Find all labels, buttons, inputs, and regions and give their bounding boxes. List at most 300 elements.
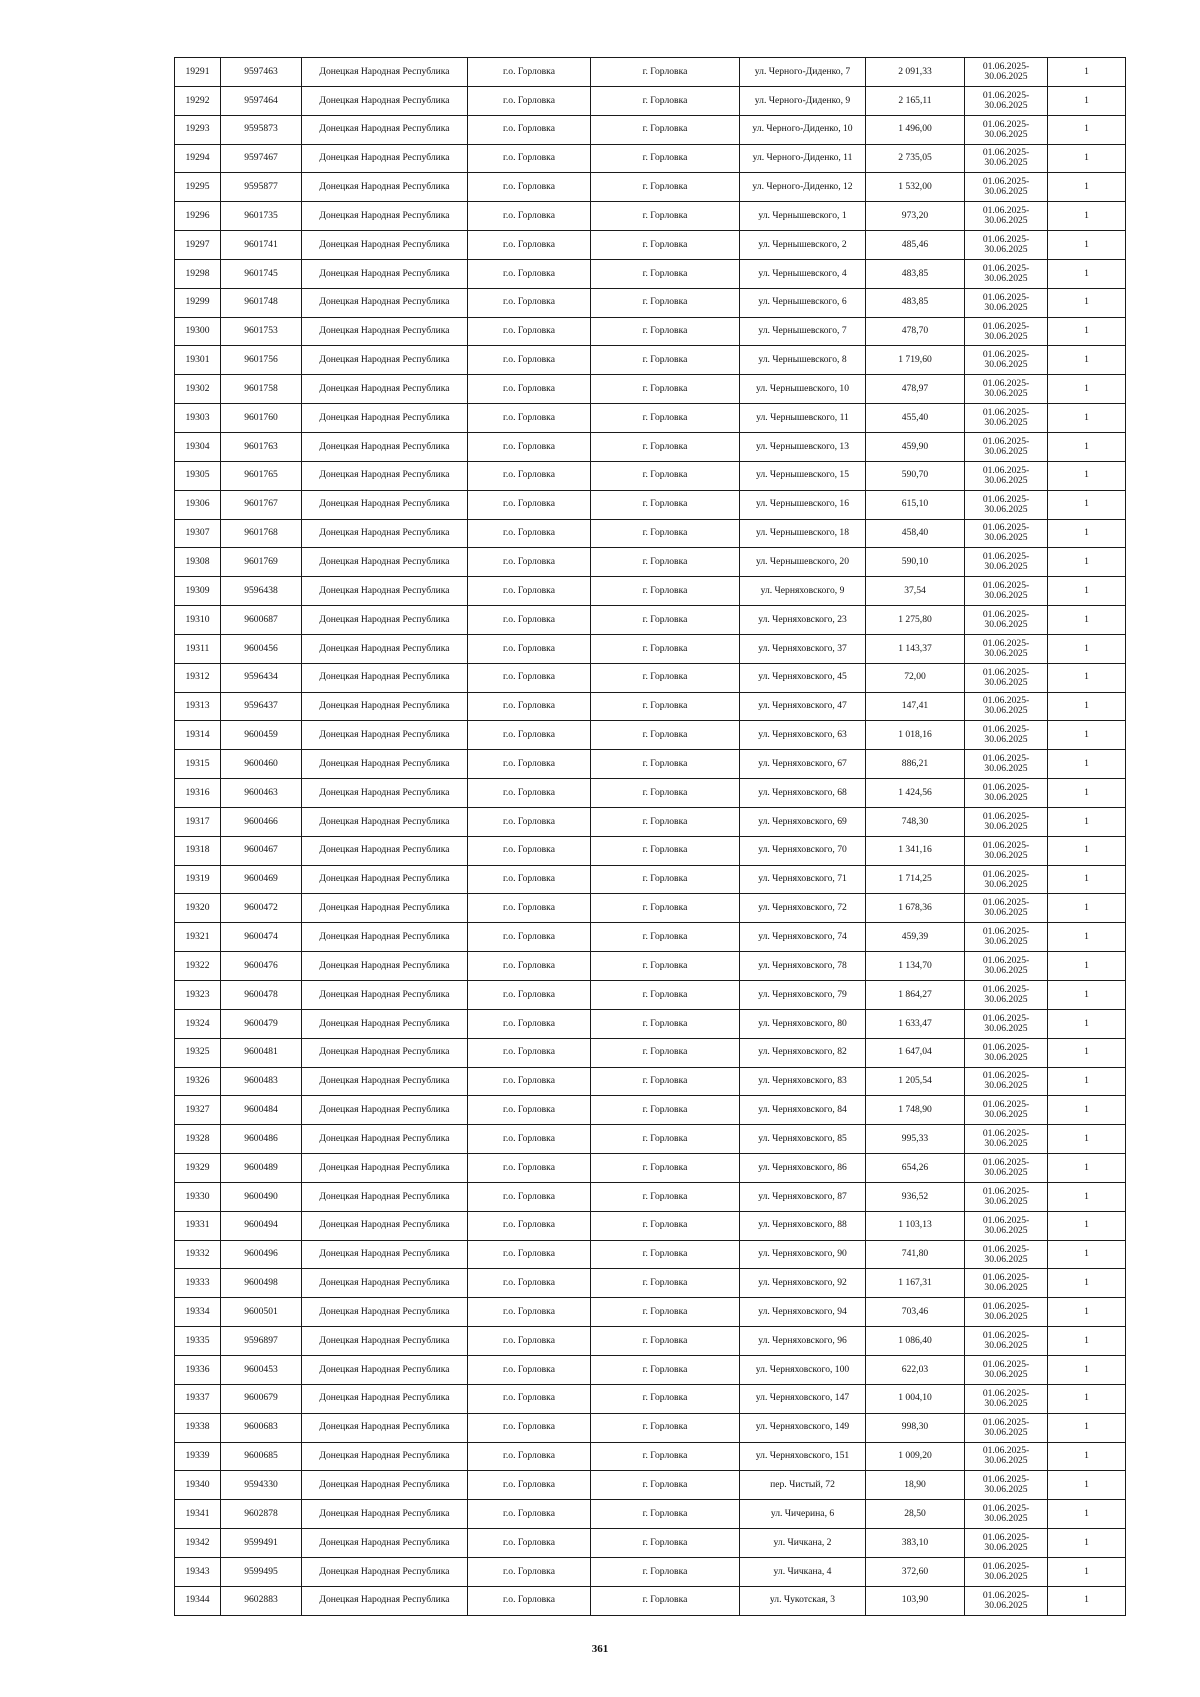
cell-settlement: г. Горловка <box>591 779 740 808</box>
cell-count: 1 <box>1048 1500 1126 1529</box>
cell-area-value: 1 678,36 <box>866 894 965 923</box>
cell-address: ул. Черняховского, 149 <box>740 1413 866 1442</box>
cell-count: 1 <box>1048 432 1126 461</box>
cell-municipal-district: г.о. Горловка <box>468 432 591 461</box>
cell-settlement: г. Горловка <box>591 865 740 894</box>
table-row <box>175 865 1126 894</box>
cell-municipal-district: г.о. Горловка <box>468 1038 591 1067</box>
cell-settlement: г. Горловка <box>591 1067 740 1096</box>
cell-object-id: 9597464 <box>221 86 302 115</box>
cell-period: 01.06.2025-30.06.2025 <box>965 1586 1048 1615</box>
cell-row-number: 19339 <box>175 1442 221 1471</box>
cell-municipal-district: г.о. Горловка <box>468 58 591 87</box>
cell-count: 1 <box>1048 923 1126 952</box>
cell-period: 01.06.2025-30.06.2025 <box>965 1154 1048 1183</box>
cell-object-id: 9600472 <box>221 894 302 923</box>
cell-address: ул. Черняховского, 78 <box>740 952 866 981</box>
cell-object-id: 9595873 <box>221 115 302 144</box>
cell-area-value: 1 341,16 <box>866 836 965 865</box>
table-row <box>175 836 1126 865</box>
cell-region: Донецкая Народная Республика <box>302 952 468 981</box>
cell-region: Донецкая Народная Республика <box>302 836 468 865</box>
cell-municipal-district: г.о. Горловка <box>468 1413 591 1442</box>
cell-address: ул. Черняховского, 80 <box>740 1009 866 1038</box>
cell-period: 01.06.2025-30.06.2025 <box>965 1038 1048 1067</box>
cell-region: Донецкая Народная Республика <box>302 779 468 808</box>
cell-count: 1 <box>1048 548 1126 577</box>
cell-row-number: 19334 <box>175 1298 221 1327</box>
cell-municipal-district: г.о. Горловка <box>468 259 591 288</box>
cell-period: 01.06.2025-30.06.2025 <box>965 1298 1048 1327</box>
cell-area-value: 455,40 <box>866 404 965 433</box>
table-row <box>175 981 1126 1010</box>
cell-municipal-district: г.о. Горловка <box>468 231 591 260</box>
cell-object-id: 9600496 <box>221 1240 302 1269</box>
cell-row-number: 19329 <box>175 1154 221 1183</box>
cell-object-id: 9601748 <box>221 288 302 317</box>
cell-area-value: 1 086,40 <box>866 1327 965 1356</box>
cell-object-id: 9600453 <box>221 1355 302 1384</box>
cell-object-id: 9596438 <box>221 577 302 606</box>
cell-period: 01.06.2025-30.06.2025 <box>965 981 1048 1010</box>
cell-settlement: г. Горловка <box>591 807 740 836</box>
cell-row-number: 19330 <box>175 1182 221 1211</box>
cell-address: ул. Черняховского, 9 <box>740 577 866 606</box>
table-row <box>175 346 1126 375</box>
cell-address: ул. Чернышевского, 10 <box>740 375 866 404</box>
cell-period: 01.06.2025-30.06.2025 <box>965 519 1048 548</box>
cell-address: ул. Черного-Диденко, 9 <box>740 86 866 115</box>
cell-address: ул. Черняховского, 96 <box>740 1327 866 1356</box>
cell-settlement: г. Горловка <box>591 1269 740 1298</box>
cell-object-id: 9600466 <box>221 807 302 836</box>
cell-count: 1 <box>1048 1096 1126 1125</box>
cell-row-number: 19291 <box>175 58 221 87</box>
cell-region: Донецкая Народная Республика <box>302 58 468 87</box>
cell-object-id: 9600687 <box>221 606 302 635</box>
cell-region: Донецкая Народная Республика <box>302 1384 468 1413</box>
cell-count: 1 <box>1048 981 1126 1010</box>
cell-count: 1 <box>1048 461 1126 490</box>
cell-region: Донецкая Народная Республика <box>302 432 468 461</box>
table-row <box>175 519 1126 548</box>
cell-row-number: 19312 <box>175 663 221 692</box>
cell-row-number: 19308 <box>175 548 221 577</box>
cell-row-number: 19338 <box>175 1413 221 1442</box>
cell-municipal-district: г.о. Горловка <box>468 1269 591 1298</box>
cell-object-id: 9600498 <box>221 1269 302 1298</box>
cell-address: ул. Черняховского, 100 <box>740 1355 866 1384</box>
cell-settlement: г. Горловка <box>591 115 740 144</box>
table-row <box>175 692 1126 721</box>
cell-period: 01.06.2025-30.06.2025 <box>965 1500 1048 1529</box>
table-row <box>175 779 1126 808</box>
cell-count: 1 <box>1048 144 1126 173</box>
cell-municipal-district: г.о. Горловка <box>468 519 591 548</box>
cell-period: 01.06.2025-30.06.2025 <box>965 1384 1048 1413</box>
cell-address: ул. Черного-Диденко, 7 <box>740 58 866 87</box>
cell-object-id: 9599491 <box>221 1529 302 1558</box>
cell-municipal-district: г.о. Горловка <box>468 865 591 894</box>
cell-region: Донецкая Народная Республика <box>302 1009 468 1038</box>
table-row <box>175 259 1126 288</box>
cell-settlement: г. Горловка <box>591 952 740 981</box>
cell-count: 1 <box>1048 692 1126 721</box>
cell-region: Донецкая Народная Республика <box>302 317 468 346</box>
cell-settlement: г. Горловка <box>591 894 740 923</box>
cell-region: Донецкая Народная Республика <box>302 634 468 663</box>
cell-period: 01.06.2025-30.06.2025 <box>965 1471 1048 1500</box>
cell-area-value: 1 532,00 <box>866 173 965 202</box>
cell-address: ул. Черняховского, 82 <box>740 1038 866 1067</box>
cell-period: 01.06.2025-30.06.2025 <box>965 461 1048 490</box>
cell-period: 01.06.2025-30.06.2025 <box>965 1355 1048 1384</box>
cell-object-id: 9600474 <box>221 923 302 952</box>
cell-row-number: 19310 <box>175 606 221 635</box>
cell-row-number: 19319 <box>175 865 221 894</box>
cell-municipal-district: г.о. Горловка <box>468 981 591 1010</box>
cell-area-value: 103,90 <box>866 1586 965 1615</box>
table-row <box>175 144 1126 173</box>
cell-period: 01.06.2025-30.06.2025 <box>965 1269 1048 1298</box>
cell-settlement: г. Горловка <box>591 721 740 750</box>
cell-region: Донецкая Народная Республика <box>302 173 468 202</box>
table-row <box>175 634 1126 663</box>
cell-row-number: 19328 <box>175 1125 221 1154</box>
cell-settlement: г. Горловка <box>591 1529 740 1558</box>
cell-municipal-district: г.о. Горловка <box>468 1096 591 1125</box>
cell-object-id: 9600489 <box>221 1154 302 1183</box>
cell-row-number: 19325 <box>175 1038 221 1067</box>
cell-count: 1 <box>1048 1529 1126 1558</box>
cell-municipal-district: г.о. Горловка <box>468 1154 591 1183</box>
cell-row-number: 19299 <box>175 288 221 317</box>
table-row <box>175 1182 1126 1211</box>
cell-area-value: 1 205,54 <box>866 1067 965 1096</box>
cell-region: Донецкая Народная Республика <box>302 1154 468 1183</box>
cell-object-id: 9594330 <box>221 1471 302 1500</box>
cell-settlement: г. Горловка <box>591 577 740 606</box>
cell-municipal-district: г.о. Горловка <box>468 1240 591 1269</box>
cell-row-number: 19314 <box>175 721 221 750</box>
cell-address: ул. Чернышевского, 18 <box>740 519 866 548</box>
table-row <box>175 1471 1126 1500</box>
cell-settlement: г. Горловка <box>591 836 740 865</box>
cell-object-id: 9600463 <box>221 779 302 808</box>
cell-object-id: 9601767 <box>221 490 302 519</box>
cell-row-number: 19311 <box>175 634 221 663</box>
cell-object-id: 9600683 <box>221 1413 302 1442</box>
cell-period: 01.06.2025-30.06.2025 <box>965 865 1048 894</box>
cell-municipal-district: г.о. Горловка <box>468 346 591 375</box>
cell-municipal-district: г.о. Горловка <box>468 461 591 490</box>
table-row <box>175 1038 1126 1067</box>
cell-area-value: 1 496,00 <box>866 115 965 144</box>
cell-row-number: 19307 <box>175 519 221 548</box>
cell-count: 1 <box>1048 58 1126 87</box>
cell-object-id: 9596437 <box>221 692 302 721</box>
cell-address: ул. Черняховского, 47 <box>740 692 866 721</box>
cell-area-value: 458,40 <box>866 519 965 548</box>
cell-period: 01.06.2025-30.06.2025 <box>965 288 1048 317</box>
cell-object-id: 9601760 <box>221 404 302 433</box>
cell-settlement: г. Горловка <box>591 490 740 519</box>
cell-region: Донецкая Народная Республика <box>302 865 468 894</box>
cell-settlement: г. Горловка <box>591 1384 740 1413</box>
cell-address: ул. Чернышевского, 4 <box>740 259 866 288</box>
cell-municipal-district: г.о. Горловка <box>468 807 591 836</box>
cell-object-id: 9600469 <box>221 865 302 894</box>
cell-address: ул. Чернышевского, 8 <box>740 346 866 375</box>
cell-object-id: 9601765 <box>221 461 302 490</box>
cell-row-number: 19344 <box>175 1586 221 1615</box>
cell-address: ул. Чичерина, 6 <box>740 1500 866 1529</box>
cell-region: Донецкая Народная Республика <box>302 288 468 317</box>
cell-address: ул. Черняховского, 86 <box>740 1154 866 1183</box>
cell-municipal-district: г.о. Горловка <box>468 1586 591 1615</box>
cell-settlement: г. Горловка <box>591 1327 740 1356</box>
cell-area-value: 1 018,16 <box>866 721 965 750</box>
cell-region: Донецкая Народная Республика <box>302 1557 468 1586</box>
cell-settlement: г. Горловка <box>591 981 740 1010</box>
cell-settlement: г. Горловка <box>591 404 740 433</box>
cell-municipal-district: г.о. Горловка <box>468 577 591 606</box>
cell-municipal-district: г.о. Горловка <box>468 86 591 115</box>
cell-region: Донецкая Народная Республика <box>302 1327 468 1356</box>
cell-count: 1 <box>1048 1067 1126 1096</box>
table-row <box>175 721 1126 750</box>
cell-address: ул. Чернышевского, 2 <box>740 231 866 260</box>
cell-area-value: 18,90 <box>866 1471 965 1500</box>
cell-period: 01.06.2025-30.06.2025 <box>965 894 1048 923</box>
cell-count: 1 <box>1048 1557 1126 1586</box>
cell-municipal-district: г.о. Горловка <box>468 721 591 750</box>
cell-object-id: 9595877 <box>221 173 302 202</box>
cell-period: 01.06.2025-30.06.2025 <box>965 577 1048 606</box>
cell-address: ул. Чернышевского, 20 <box>740 548 866 577</box>
cell-address: ул. Чернышевского, 13 <box>740 432 866 461</box>
cell-area-value: 998,30 <box>866 1413 965 1442</box>
cell-area-value: 622,03 <box>866 1355 965 1384</box>
cell-object-id: 9600679 <box>221 1384 302 1413</box>
table-row <box>175 202 1126 231</box>
cell-period: 01.06.2025-30.06.2025 <box>965 1009 1048 1038</box>
cell-area-value: 748,30 <box>866 807 965 836</box>
cell-row-number: 19337 <box>175 1384 221 1413</box>
cell-object-id: 9602878 <box>221 1500 302 1529</box>
cell-count: 1 <box>1048 807 1126 836</box>
cell-period: 01.06.2025-30.06.2025 <box>965 663 1048 692</box>
cell-settlement: г. Горловка <box>591 1154 740 1183</box>
cell-address: ул. Черняховского, 87 <box>740 1182 866 1211</box>
cell-settlement: г. Горловка <box>591 663 740 692</box>
cell-row-number: 19304 <box>175 432 221 461</box>
cell-row-number: 19321 <box>175 923 221 952</box>
cell-region: Донецкая Народная Республика <box>302 577 468 606</box>
cell-row-number: 19316 <box>175 779 221 808</box>
cell-municipal-district: г.о. Горловка <box>468 1500 591 1529</box>
cell-area-value: 1 004,10 <box>866 1384 965 1413</box>
cell-object-id: 9601768 <box>221 519 302 548</box>
cell-settlement: г. Горловка <box>591 231 740 260</box>
table-row <box>175 1586 1126 1615</box>
cell-address: ул. Чернышевского, 7 <box>740 317 866 346</box>
cell-count: 1 <box>1048 1125 1126 1154</box>
cell-period: 01.06.2025-30.06.2025 <box>965 692 1048 721</box>
cell-row-number: 19317 <box>175 807 221 836</box>
cell-object-id: 9601753 <box>221 317 302 346</box>
cell-address: ул. Черняховского, 37 <box>740 634 866 663</box>
table-row <box>175 317 1126 346</box>
cell-count: 1 <box>1048 1355 1126 1384</box>
cell-period: 01.06.2025-30.06.2025 <box>965 779 1048 808</box>
cell-address: пер. Чистый, 72 <box>740 1471 866 1500</box>
cell-area-value: 1 275,80 <box>866 606 965 635</box>
cell-area-value: 1 714,25 <box>866 865 965 894</box>
cell-municipal-district: г.о. Горловка <box>468 1125 591 1154</box>
cell-count: 1 <box>1048 173 1126 202</box>
cell-area-value: 973,20 <box>866 202 965 231</box>
cell-region: Донецкая Народная Республика <box>302 1298 468 1327</box>
cell-region: Донецкая Народная Республика <box>302 1096 468 1125</box>
cell-object-id: 9600467 <box>221 836 302 865</box>
cell-address: ул. Черняховского, 92 <box>740 1269 866 1298</box>
table-row <box>175 1500 1126 1529</box>
cell-region: Донецкая Народная Республика <box>302 1182 468 1211</box>
cell-address: ул. Черняховского, 85 <box>740 1125 866 1154</box>
cell-municipal-district: г.о. Горловка <box>468 779 591 808</box>
cell-municipal-district: г.о. Горловка <box>468 1298 591 1327</box>
cell-period: 01.06.2025-30.06.2025 <box>965 606 1048 635</box>
cell-municipal-district: г.о. Горловка <box>468 894 591 923</box>
cell-settlement: г. Горловка <box>591 432 740 461</box>
cell-settlement: г. Горловка <box>591 1355 740 1384</box>
cell-area-value: 590,70 <box>866 461 965 490</box>
cell-municipal-district: г.о. Горловка <box>468 1067 591 1096</box>
cell-count: 1 <box>1048 1182 1126 1211</box>
cell-count: 1 <box>1048 1009 1126 1038</box>
cell-period: 01.06.2025-30.06.2025 <box>965 1442 1048 1471</box>
table-row <box>175 952 1126 981</box>
table-row <box>175 1154 1126 1183</box>
cell-period: 01.06.2025-30.06.2025 <box>965 404 1048 433</box>
cell-region: Донецкая Народная Республика <box>302 1240 468 1269</box>
cell-settlement: г. Горловка <box>591 86 740 115</box>
cell-region: Донецкая Народная Республика <box>302 259 468 288</box>
cell-address: ул. Черняховского, 151 <box>740 1442 866 1471</box>
cell-settlement: г. Горловка <box>591 288 740 317</box>
cell-count: 1 <box>1048 750 1126 779</box>
cell-address: ул. Черняховского, 71 <box>740 865 866 894</box>
cell-area-value: 1 143,37 <box>866 634 965 663</box>
cell-address: ул. Черного-Диденко, 12 <box>740 173 866 202</box>
table-row <box>175 1442 1126 1471</box>
cell-row-number: 19322 <box>175 952 221 981</box>
cell-region: Донецкая Народная Республика <box>302 1269 468 1298</box>
cell-address: ул. Черняховского, 90 <box>740 1240 866 1269</box>
cell-count: 1 <box>1048 317 1126 346</box>
cell-area-value: 1 167,31 <box>866 1269 965 1298</box>
cell-area-value: 936,52 <box>866 1182 965 1211</box>
cell-object-id: 9600484 <box>221 1096 302 1125</box>
cell-region: Донецкая Народная Республика <box>302 86 468 115</box>
table-row <box>175 231 1126 260</box>
cell-municipal-district: г.о. Горловка <box>468 1384 591 1413</box>
cell-object-id: 9600483 <box>221 1067 302 1096</box>
cell-address: ул. Черняховского, 23 <box>740 606 866 635</box>
cell-row-number: 19343 <box>175 1557 221 1586</box>
cell-region: Донецкая Народная Республика <box>302 1529 468 1558</box>
cell-address: ул. Черняховского, 68 <box>740 779 866 808</box>
cell-settlement: г. Горловка <box>591 1038 740 1067</box>
cell-region: Донецкая Народная Республика <box>302 1442 468 1471</box>
cell-object-id: 9602883 <box>221 1586 302 1615</box>
cell-object-id: 9600478 <box>221 981 302 1010</box>
cell-count: 1 <box>1048 1413 1126 1442</box>
cell-period: 01.06.2025-30.06.2025 <box>965 58 1048 87</box>
cell-area-value: 483,85 <box>866 259 965 288</box>
cell-object-id: 9599495 <box>221 1557 302 1586</box>
cell-settlement: г. Горловка <box>591 1500 740 1529</box>
cell-settlement: г. Горловка <box>591 259 740 288</box>
table-row <box>175 173 1126 202</box>
table-row <box>175 577 1126 606</box>
cell-region: Донецкая Народная Республика <box>302 923 468 952</box>
cell-region: Донецкая Народная Республика <box>302 721 468 750</box>
cell-settlement: г. Горловка <box>591 144 740 173</box>
cell-row-number: 19333 <box>175 1269 221 1298</box>
cell-object-id: 9596897 <box>221 1327 302 1356</box>
cell-count: 1 <box>1048 577 1126 606</box>
table-row <box>175 1269 1126 1298</box>
table-row <box>175 1557 1126 1586</box>
cell-period: 01.06.2025-30.06.2025 <box>965 86 1048 115</box>
cell-region: Донецкая Народная Республика <box>302 807 468 836</box>
cell-row-number: 19332 <box>175 1240 221 1269</box>
cell-region: Донецкая Народная Республика <box>302 1125 468 1154</box>
cell-settlement: г. Горловка <box>591 750 740 779</box>
cell-row-number: 19296 <box>175 202 221 231</box>
cell-address: ул. Черняховского, 74 <box>740 923 866 952</box>
cell-region: Донецкая Народная Республика <box>302 1355 468 1384</box>
cell-period: 01.06.2025-30.06.2025 <box>965 1182 1048 1211</box>
cell-area-value: 703,46 <box>866 1298 965 1327</box>
cell-address: ул. Черняховского, 83 <box>740 1067 866 1096</box>
cell-row-number: 19342 <box>175 1529 221 1558</box>
cell-count: 1 <box>1048 1384 1126 1413</box>
cell-count: 1 <box>1048 952 1126 981</box>
cell-count: 1 <box>1048 1471 1126 1500</box>
cell-municipal-district: г.о. Горловка <box>468 490 591 519</box>
cell-area-value: 1 864,27 <box>866 981 965 1010</box>
cell-municipal-district: г.о. Горловка <box>468 923 591 952</box>
cell-period: 01.06.2025-30.06.2025 <box>965 807 1048 836</box>
cell-region: Донецкая Народная Республика <box>302 981 468 1010</box>
cell-municipal-district: г.о. Горловка <box>468 1327 591 1356</box>
cell-row-number: 19323 <box>175 981 221 1010</box>
cell-area-value: 1 103,13 <box>866 1211 965 1240</box>
cell-row-number: 19302 <box>175 375 221 404</box>
cell-area-value: 147,41 <box>866 692 965 721</box>
table-row <box>175 461 1126 490</box>
table-row <box>175 375 1126 404</box>
table-row <box>175 606 1126 635</box>
cell-address: ул. Черняховского, 63 <box>740 721 866 750</box>
cell-row-number: 19297 <box>175 231 221 260</box>
cell-area-value: 886,21 <box>866 750 965 779</box>
cell-settlement: г. Горловка <box>591 1557 740 1586</box>
cell-municipal-district: г.о. Горловка <box>468 836 591 865</box>
